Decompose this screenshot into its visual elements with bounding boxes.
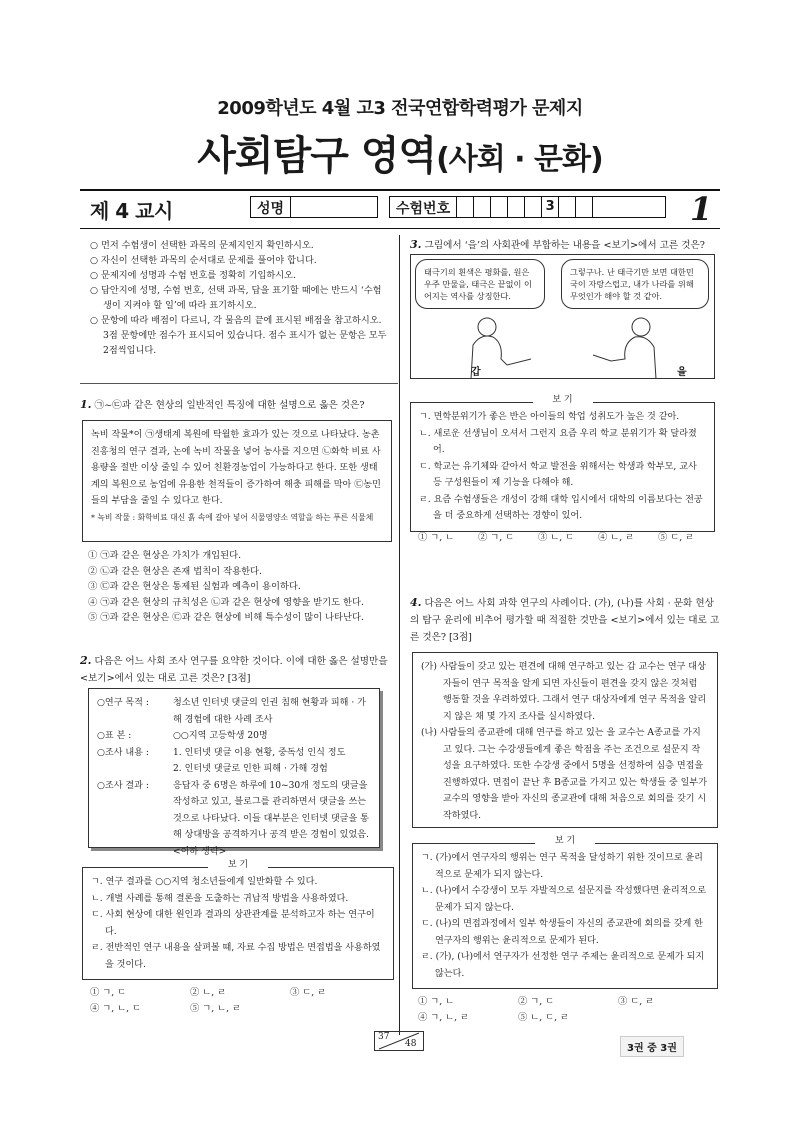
footer-page-current: 37 bbox=[378, 1032, 390, 1042]
q1-option[interactable]: ① ㉠과 같은 현상은 가치가 개입된다. bbox=[88, 550, 242, 561]
q2-option[interactable]: ③ ㄷ, ㄹ bbox=[290, 987, 327, 998]
q3-person-right-label: 을 bbox=[677, 367, 687, 378]
q4-option[interactable]: ② ㄱ, ㄷ bbox=[518, 996, 555, 1007]
exam-number-cell[interactable]: 3 bbox=[542, 197, 559, 217]
q2-summary-label: ○표 본 : bbox=[97, 731, 132, 741]
q3-option[interactable]: ① ㄱ, ㄴ bbox=[418, 532, 455, 543]
exam-number-field[interactable] bbox=[389, 196, 666, 218]
q1-option[interactable]: ⑤ ㉠과 같은 현상은 ㉢과 같은 현상에 비해 특수성이 많이 나타난다. bbox=[88, 612, 364, 623]
q2-stem-text: 다음은 어느 사회 조사 연구를 요약한 것이다. 이에 대한 옳은 설명만을 <보기>에서 있는 대로 고른 것은? [3점] bbox=[80, 656, 388, 684]
q4-case: (나) 사람들의 종교관에 대해 연구를 하고 있는 을 교수는 A종교를 가지고 있다. 그는 수강생들에게 좋은 학점을 주는 조건으로 설문지 작성을 요구하였다. 또한 수강생 중에서 5명을 선정하여 심층 면접을 진행하였다. 면접이 끝난 후 B종교를 가지고 있는 학생들 중 일부가 교수의 영향을 받아 자신의 종교관에 대해 처음으로 회의를 갖기 시작하였다. bbox=[421, 728, 707, 821]
q2-bogi-item: ㄷ. 사회 현상에 대한 원인과 결과의 상관관계를 분석하고자 하는 연구이다. bbox=[91, 910, 375, 937]
q3-bogi-item: ㄷ. 학교는 유기체와 같아서 학교 발전을 위해서는 학생과 학부모, 교사 등 구성원들이 제 기능을 다해야 해. bbox=[419, 461, 697, 488]
q4-bogi-item: ㄹ. (가), (나)에서 연구자가 선정한 연구 주제는 윤리적으로 문제가 되지 않는다. bbox=[421, 952, 705, 979]
q1-option[interactable]: ② ㉡과 같은 현상은 존재 법칙이 작용한다. bbox=[88, 565, 262, 577]
q2-summary-text: 응답자 중 6명은 하루에 10~30개 정도의 댓글을 작성하고 있고, 블로그를 관리하면서 댓글을 쓰는 것으로 나타났다. 이들 대부분은 인터넷 댓글을 통해 상대방을 공격하거나 공격 받은 경험이 있었음. <이하 생략> bbox=[173, 780, 369, 857]
q1-option[interactable]: ③ ㉢과 같은 현상은 통제된 실험과 예측이 용이하다. bbox=[88, 581, 301, 592]
instruction-item: ○ 문제지에 성명과 수험 번호를 정확히 기입하시오. bbox=[90, 268, 390, 283]
q3-number: 3. bbox=[410, 238, 422, 251]
q2-bogi-title: 보 기 bbox=[208, 860, 268, 870]
instructions-list bbox=[90, 238, 390, 358]
exam-subtitle: 2009학년도 4월 고3 전국연합학력평가 문제지 bbox=[217, 98, 583, 119]
q2-bogi-box bbox=[82, 860, 394, 980]
q4-stem-text: 다음은 어느 사회 과학 연구의 사례이다. (가), (나)를 사회 · 문화 현상의 탐구 윤리에 비추어 평가할 때 적절한 것만을 <보기>에서 있는 대로 고른 것은? [3점] bbox=[410, 598, 720, 643]
q4-bogi-item: ㄱ. (가)에서 연구자의 행위는 연구 목적을 달성하기 위한 것이므로 윤리적으로 문제가 되지 않는다. bbox=[421, 853, 703, 880]
q4-bogi-box bbox=[412, 836, 718, 989]
q3-bubble-right: 그렇구나. 난 태극기만 보면 대한민국이 자랑스럽고, 내가 나라를 위해 무엇인가 해야 할 것 같아. bbox=[561, 259, 709, 309]
q3-option[interactable]: ③ ㄴ, ㄷ bbox=[538, 532, 575, 543]
q2-option[interactable]: ⑤ ㄱ, ㄴ, ㄹ bbox=[190, 1002, 242, 1014]
q3-stem-text: 그림에서 ‘을’의 사회관에 부합하는 내용을 <보기>에서 고른 것은? bbox=[424, 240, 705, 251]
exam-number-cell[interactable] bbox=[491, 197, 508, 217]
q3-options bbox=[418, 530, 718, 546]
q2-bogi-item: ㄱ. 연구 결과를 ○○지역 청소년들에게 일반화할 수 있다. bbox=[91, 877, 318, 887]
q2-option[interactable]: ① ㄱ, ㄷ bbox=[90, 987, 127, 998]
q4-bogi-item: ㄷ. (나)의 면접과정에서 일부 학생들이 자신의 종교관에 회의를 갖게 한 연구자의 행위는 윤리적으로 문제가 된다. bbox=[421, 919, 703, 946]
exam-number-cell[interactable] bbox=[593, 197, 610, 217]
q3-bogi-item: ㄴ. 새로운 선생님이 오셔서 그런지 요즘 우리 학교 분위기가 확 달라졌어. bbox=[419, 428, 697, 455]
q2-bogi-item: ㄹ. 전반적인 연구 내용을 살펴볼 때, 자료 수집 방법은 면접법을 사용하였을 것이다. bbox=[91, 943, 381, 970]
q2-option[interactable]: ② ㄴ, ㄹ bbox=[190, 987, 227, 998]
instruction-item: ○ 문항에 따라 배점이 다르니, 각 물음의 끝에 표시된 배점을 참고하시오. 3점 문항에만 점수가 표시되어 있습니다. 점수 표시가 없는 문항은 모두 2점씩입니다. bbox=[90, 313, 390, 358]
q3-bogi-item: ㄹ. 요즘 수험생들은 개성이 강해 대학 입시에서 대학의 이름보다는 전공을 더 중요하게 선택하는 경향이 있어. bbox=[419, 494, 703, 521]
q3-person-left-label: 갑 bbox=[471, 367, 481, 378]
instruction-item: ○ 자신이 선택한 과목의 순서대로 문제를 풀어야 합니다. bbox=[90, 253, 390, 268]
q3-bubble-left: 태극기의 흰색은 평화를, 원은 우주 만물을, 태극은 끝없이 이어지는 역사를 상징한다. bbox=[415, 259, 545, 309]
q3-bogi bbox=[410, 395, 715, 532]
q3-stem bbox=[410, 236, 725, 254]
exam-number-cell[interactable] bbox=[525, 197, 542, 217]
q1-footnote: * 녹비 작물 : 화학비료 대신 흙 속에 갈아 넣어 식물영양소 역할을 하는 푸른 식물체 bbox=[91, 512, 374, 522]
name-label: 성명 bbox=[251, 197, 291, 217]
q4-option[interactable]: ③ ㄷ, ㄹ bbox=[618, 996, 655, 1007]
exam-number-cell[interactable] bbox=[508, 197, 525, 217]
footer-page-total: 48 bbox=[405, 1039, 417, 1049]
q2-summary-text: 청소년 인터넷 댓글의 인권 침해 현황과 피해 · 가해 경험에 대한 사례 조사 bbox=[173, 698, 366, 725]
exam-number-cell[interactable] bbox=[474, 197, 491, 217]
q4-cases-box bbox=[412, 652, 718, 828]
header-rule-top bbox=[80, 189, 720, 191]
exam-number-cell[interactable] bbox=[576, 197, 593, 217]
instructions-rule bbox=[80, 383, 398, 384]
q2-bogi bbox=[82, 860, 394, 980]
q4-case: (가) 사람들이 갖고 있는 편견에 대해 연구하고 있는 갑 교수는 연구 대상자들이 연구 목적을 알게 되면 자신들이 편견을 갖지 않은 것처럼 행동할 것을 우려하였다. 그래서 연구 대상자에게 연구 목적을 알리지 않은 채 몇 가지 조사를 실시하였다. bbox=[421, 662, 707, 722]
footer-volume: 3권 중 3권 bbox=[620, 1036, 684, 1057]
column-divider bbox=[399, 235, 400, 1035]
q4-stem bbox=[410, 594, 722, 646]
q3-bogi-title: 보 기 bbox=[533, 395, 593, 405]
q2-summary-box bbox=[88, 688, 380, 857]
q2-summary-label: ○연구 목적 : bbox=[97, 698, 149, 708]
q2-summary-text: 1. 인터넷 댓글 이용 현황, 중독성 인식 정도 bbox=[173, 747, 346, 758]
q4-bogi-title: 보 기 bbox=[535, 836, 595, 846]
q2-number: 2. bbox=[80, 654, 92, 667]
q1-passage-box bbox=[82, 420, 392, 542]
q2-summary-text: ○○지역 고등학생 20명 bbox=[173, 731, 268, 741]
name-field[interactable] bbox=[250, 196, 378, 218]
q1-options bbox=[88, 548, 398, 626]
q4-options bbox=[418, 994, 718, 1025]
q3-bogi-item: ㄱ. 면학분위기가 좋은 반은 아이들의 학업 성취도가 높은 것 같아. bbox=[419, 412, 680, 422]
q3-people-drawing bbox=[411, 315, 716, 379]
exam-number-cell[interactable] bbox=[457, 197, 474, 217]
q3-bogi-box bbox=[410, 395, 715, 532]
q4-number: 4. bbox=[410, 596, 422, 609]
session-label: 제 4 교시 bbox=[90, 199, 173, 223]
q4-bogi bbox=[412, 836, 718, 989]
page-number: 1 bbox=[690, 190, 713, 228]
q3-option[interactable]: ② ㄱ, ㄷ bbox=[478, 532, 515, 543]
instruction-item: ○ 답안지에 성명, 수험 번호, 선택 과목, 답을 표기할 때에는 반드시 ‘수험생이 지켜야 할 일’에 따라 표기하시오. bbox=[90, 283, 390, 313]
q2-option[interactable]: ④ ㄱ, ㄴ, ㄷ bbox=[90, 1002, 142, 1014]
q4-option[interactable]: ① ㄱ, ㄴ bbox=[418, 996, 455, 1007]
exam-number-label: 수험번호 bbox=[390, 197, 457, 217]
title-sub: (사회 · 문화) bbox=[436, 142, 603, 177]
q3-option[interactable]: ⑤ ㄷ, ㄹ bbox=[658, 532, 695, 543]
q4-bogi-item: ㄴ. (나)에서 수강생이 모두 자발적으로 설문지를 작성했다면 윤리적으로 문제가 되지 않는다. bbox=[421, 886, 706, 913]
exam-title bbox=[0, 124, 800, 181]
q1-passage: 녹비 작물*이 ㉠생태계 복원에 탁월한 효과가 있는 것으로 나타났다. 농촌진흥청의 연구 결과, 논에 녹비 작물을 넣어 농사를 지으면 ㉡화학 비료 사용량을 절반 이상 줄일 수 있어 친환경농업이 가능하다고 한다. 또한 생태계의 복원으로 농업에 유용한 천적들이 증가하여 해충 피해를 막아 ㉢농민들의 부담을 줄일 수 있다고 한다. bbox=[91, 430, 381, 506]
q4-option[interactable]: ⑤ ㄴ, ㄷ, ㄹ bbox=[518, 1011, 570, 1023]
q1-stem bbox=[80, 396, 395, 414]
q2-summary-label: ○조사 결과 : bbox=[97, 780, 149, 791]
q4-option[interactable]: ④ ㄱ, ㄴ, ㄹ bbox=[418, 1011, 470, 1023]
q3-option[interactable]: ④ ㄴ, ㄹ bbox=[598, 532, 635, 543]
q1-option[interactable]: ④ ㉠과 같은 현상의 규칙성은 ㉡과 같은 현상에 영향을 받기도 한다. bbox=[88, 596, 364, 608]
q2-stem bbox=[80, 652, 395, 687]
q2-summary-label: ○조사 내용 : bbox=[97, 747, 149, 758]
q2-summary-text: 2. 인터넷 댓글로 인한 피해 · 가해 경험 bbox=[173, 764, 328, 774]
q2-bogi-item: ㄴ. 개별 사례를 통해 결론을 도출하는 귀납적 방법을 사용하였다. bbox=[91, 893, 349, 904]
title-main: 사회탐구 영역 bbox=[197, 133, 437, 179]
exam-number-cell[interactable] bbox=[559, 197, 576, 217]
q1-number: 1. bbox=[80, 398, 92, 411]
q2-summary-label bbox=[97, 761, 173, 778]
header-rule-bottom bbox=[80, 228, 720, 229]
q2-options bbox=[90, 985, 390, 1016]
q3-illustration bbox=[410, 254, 715, 379]
footer-page-counter bbox=[374, 1031, 424, 1051]
instruction-item: ○ 먼저 수험생이 선택한 과목의 문제지인지 확인하시오. bbox=[90, 238, 390, 253]
q1-stem-text: ㉠~㉢과 같은 현상의 일반적인 특징에 대한 설명으로 옳은 것은? bbox=[94, 400, 365, 411]
